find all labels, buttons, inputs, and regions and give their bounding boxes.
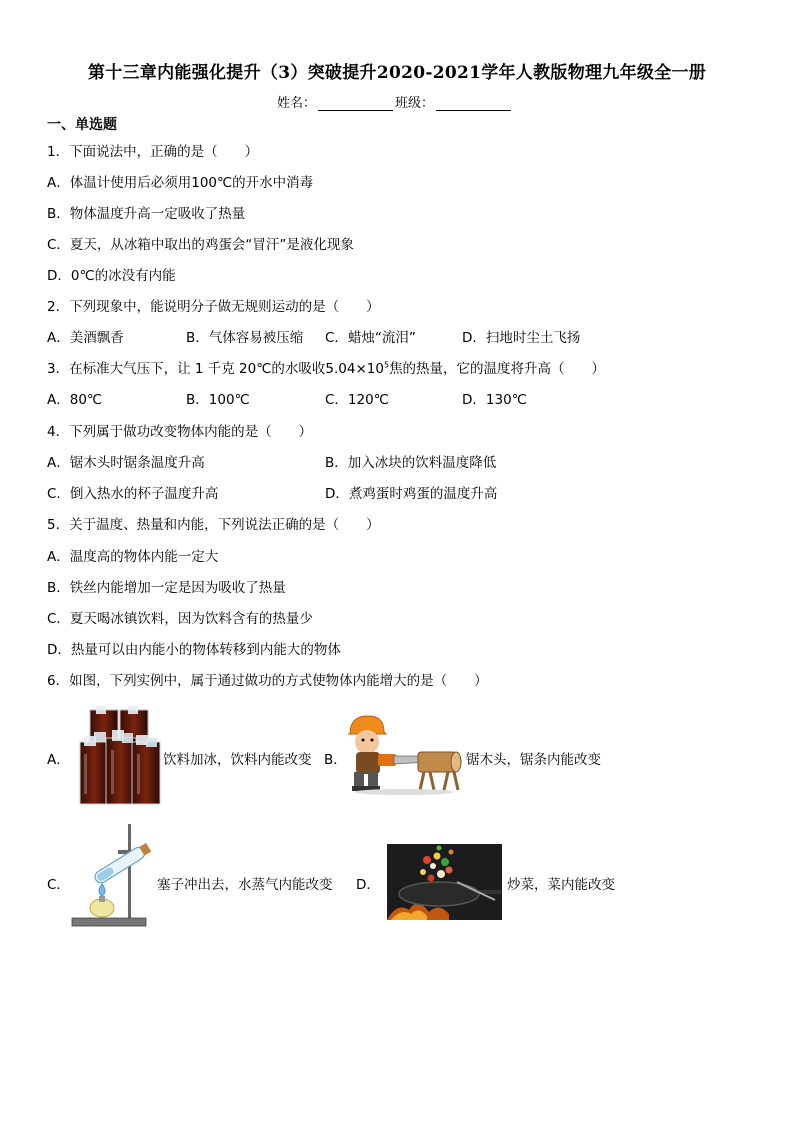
question-6-option-c-text: 塞子冲出去，水蒸气内能改变 xyxy=(157,877,333,893)
question-3-stem-pre: 3．在标准大气压下，让 1 千克 20℃的水吸收 xyxy=(47,361,326,377)
question-4-option-d: D．煮鸡蛋时鸡蛋的温度升高 xyxy=(325,486,498,502)
question-6-option-d-letter: D． xyxy=(356,877,380,893)
question-1-option-a: A．体温计使用后必须用100℃的开水中消毒 xyxy=(47,175,314,191)
student-info-line xyxy=(277,92,513,111)
iced-drinks-image xyxy=(76,704,162,808)
question-1-option-d: D．0℃的冰没有内能 xyxy=(47,268,176,284)
question-6-stem: 6．如图，下列实例中，属于通过做功的方式使物体内能增大的是（ ） xyxy=(47,673,488,689)
question-1-option-c: C．夏天，从冰箱中取出的鸡蛋会“冒汗”是液化现象 xyxy=(47,237,354,253)
class-blank[interactable] xyxy=(436,98,511,111)
question-3-stem-exponent: 5 xyxy=(383,360,390,370)
question-2-option-b: B．气体容易被压缩 xyxy=(186,330,304,346)
question-5-option-a: A．温度高的物体内能一定大 xyxy=(47,549,219,565)
question-2-option-d: D．扫地时尘土飞扬 xyxy=(462,330,581,346)
name-label: 姓名： xyxy=(277,96,317,111)
question-6-option-a-letter: A． xyxy=(47,752,70,768)
question-1-stem: 1．下面说法中，正确的是（ ） xyxy=(47,144,259,160)
question-6-option-a-text: 饮料加冰，饮料内能改变 xyxy=(163,752,312,768)
page-title: 第十三章内能强化提升（3）突破提升2020-2021学年人教版物理九年级全一册 xyxy=(87,63,707,83)
question-5-stem: 5．关于温度、热量和内能，下列说法正确的是（ ） xyxy=(47,517,380,533)
worker-sawing-log-image xyxy=(344,712,462,796)
question-4-stem: 4．下列属于做功改变物体内能的是（ ） xyxy=(47,424,313,440)
question-3-stem-value: 5.04×10 xyxy=(325,361,384,377)
question-4-option-c: C．倒入热水的杯子温度升高 xyxy=(47,486,219,502)
stir-fry-wok-image xyxy=(387,844,502,920)
question-6-option-b-letter: B． xyxy=(324,752,347,768)
test-tube-experiment-image xyxy=(68,822,158,930)
question-4-option-a: A．锯木头时锯条温度升高 xyxy=(47,455,205,471)
question-3-option-d: D．130℃ xyxy=(462,392,527,408)
name-blank[interactable] xyxy=(318,98,393,111)
question-3-stem-post: 焦的热量，它的温度将升高（ ） xyxy=(389,361,606,377)
question-5-option-b: B．铁丝内能增加一定是因为吸收了热量 xyxy=(47,580,286,596)
question-5-option-d: D．热量可以由内能小的物体转移到内能大的物体 xyxy=(47,642,341,658)
question-3-option-a: A．80℃ xyxy=(47,392,103,408)
question-6-option-b-text: 锯木头，锯条内能改变 xyxy=(466,752,601,768)
question-3-stem xyxy=(47,357,605,377)
question-6-option-d-text: 炒菜，菜内能改变 xyxy=(507,877,615,893)
question-4-option-b: B．加入冰块的饮料温度降低 xyxy=(325,455,497,471)
question-2-option-c: C．蜡烛“流泪” xyxy=(325,330,416,346)
question-2-option-a: A．美酒飘香 xyxy=(47,330,124,346)
section-heading: 一、单选题 xyxy=(47,117,117,133)
question-3-option-c: C．120℃ xyxy=(325,392,389,408)
question-1-option-b: B．物体温度升高一定吸收了热量 xyxy=(47,206,246,222)
question-6-option-c-letter: C． xyxy=(47,877,70,893)
question-2-stem: 2．下列现象中，能说明分子做无规则运动的是（ ） xyxy=(47,299,380,315)
class-label: 班级： xyxy=(395,96,435,111)
question-5-option-c: C．夏天喝冰镇饮料，因为饮料含有的热量少 xyxy=(47,611,313,627)
question-3-option-b: B．100℃ xyxy=(186,392,250,408)
